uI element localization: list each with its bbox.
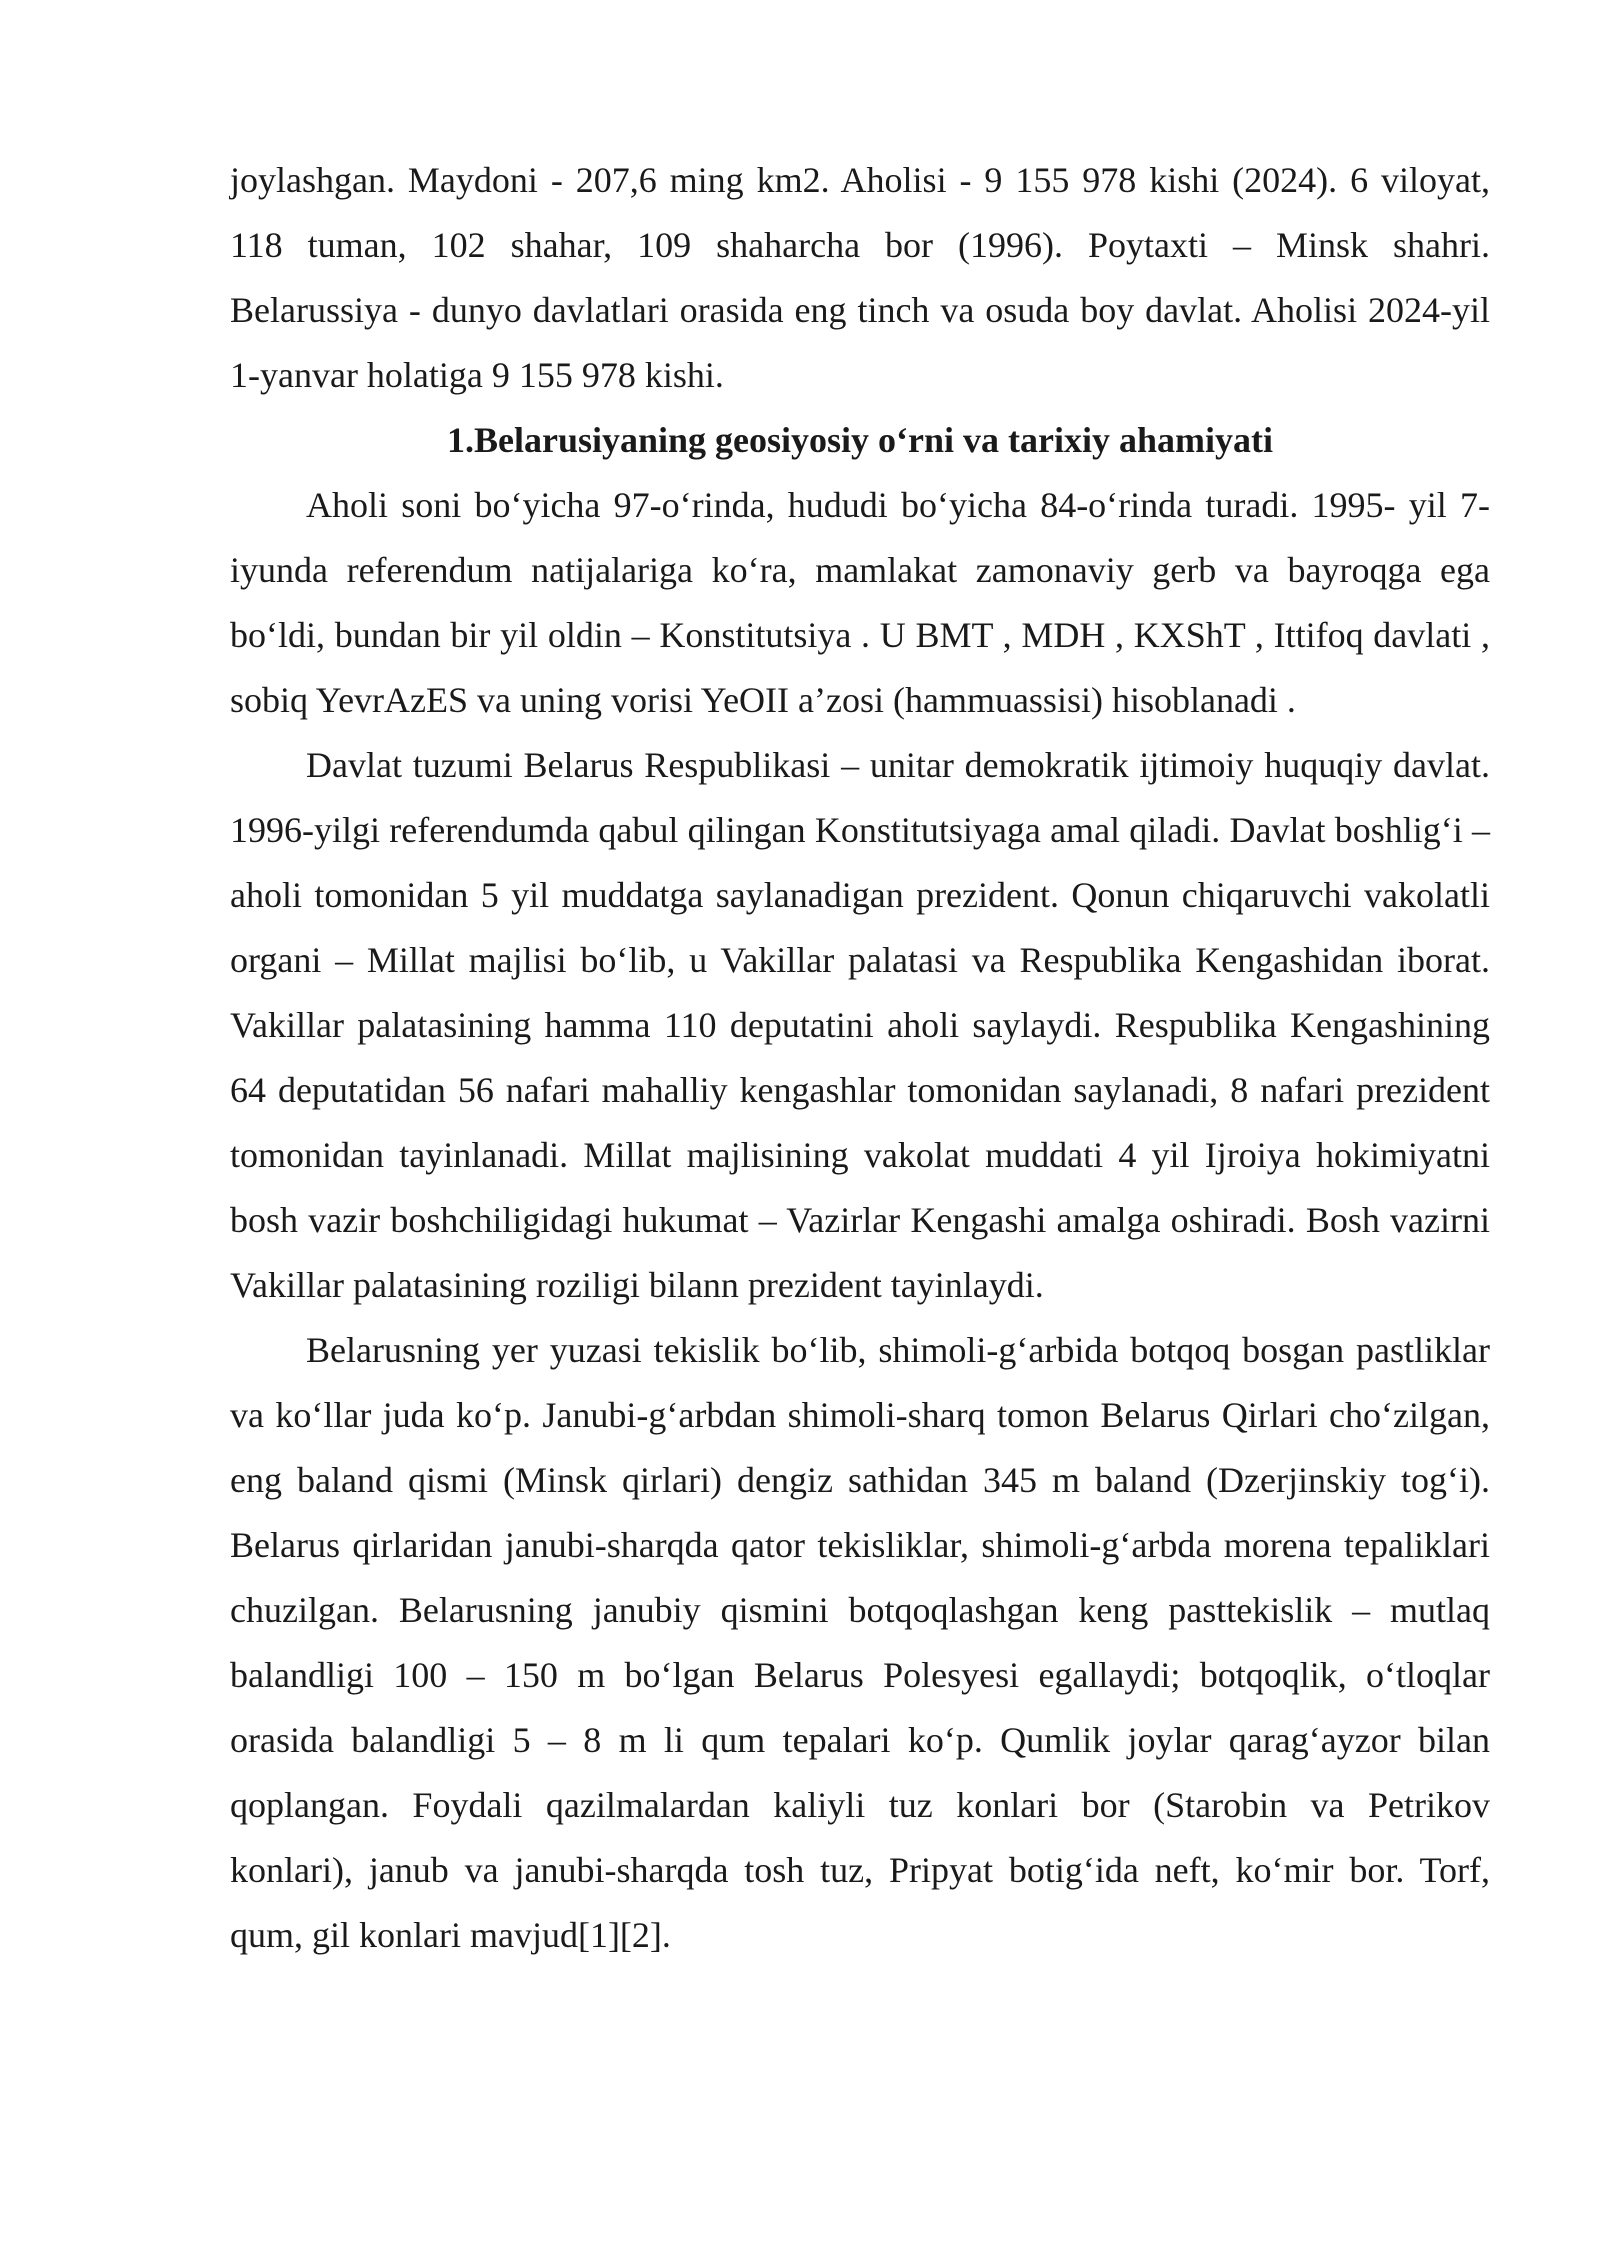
section-heading: 1.Belarusiyaning geosiyosiy o‘rni va tarixiy ahamiyati xyxy=(446,420,1273,460)
geography-paragraph: Belarusning yer yuzasi tekislik bo‘lib, shimoli-g‘arbida botqoq bosgan pastliklar va ko‘llar juda ko‘p. Janubi-g‘arbdan shimoli-sharq tomon Belarus Qirlari cho‘zilgan, eng baland qismi (Minsk qirlari) dengiz sathidan 345 m baland (Dzerjinskiy tog‘i). Belarus qirlaridan janubi-sharqda qator tekisliklar, shimoli-g‘arbda morena tepaliklari chuzilgan. Belarusning janubiy qismini botqoqlashgan keng pasttekislik – mutlaq balandligi 100 – 150 m bo‘lgan Belarus Polesyesi egallaydi; botqoqlik, o‘tloqlar orasida balandligi 5 – 8 m li qum tepalari ko‘p. Qumlik joylar qarag‘ayzor bilan qoplangan. Foydali qazilmalardan kaliyli tuz konlari bor (Starobin va Petrikov konlari), janub va janubi-sharqda tosh tuz, Pripyat botig‘ida neft, ko‘mir bor. Torf, qum, gil konlari mavjud[1][2]. xyxy=(230,1330,1490,1955)
ranking-paragraph: Aholi soni bo‘yicha 97-o‘rinda, hududi bo‘yicha 84-o‘rinda turadi. 1995- yil 7-iyunda referendum natijalariga ko‘ra, mamlakat zamonaviy gerb va bayroqga ega bo‘ldi, bundan bir yil oldin – Konstitutsiya . U BMT , MDH , KXShT , Ittifoq davlati , sobiq YevrAzES va uning vorisi YeOII a’zosi (hammuassisi) hisoblanadi . xyxy=(230,485,1490,720)
government-paragraph: Davlat tuzumi Belarus Respublikasi – unitar demokratik ijtimoiy huquqiy davlat. 1996-yilgi referendumda qabul qilingan Konstitutsiyaga amal qiladi. Davlat boshlig‘i – aholi tomonidan 5 yil muddatga saylanadigan prezident. Qonun chiqaruvchi vakolatli organi – Millat majlisi bo‘lib, u Vakillar palatasi va Respublika Kengashidan iborat. Vakillar palatasining hamma 110 deputatini aholi saylaydi. Respublika Kengashining 64 deputatidan 56 nafari mahalliy kengashlar tomonidan saylanadi, 8 nafari prezident tomonidan tayinlanadi. Millat majlisining vakolat muddati 4 yil Ijroiya hokimiyatni bosh vazir boshchiligidagi hukumat – Vazirlar Kengashi amalga oshiradi. Bosh vazirni Vakillar palatasining roziligi bilann prezident tayinlaydi. xyxy=(230,745,1490,1305)
intro-paragraph: joylashgan. Maydoni - 207,6 ming km2. Aholisi - 9 155 978 kishi (2024). 6 viloyat, 118 tuman, 102 shahar, 109 shaharcha bor (1996). Poytaxti – Minsk shahri. Belarussiya - dunyo davlatlari orasida eng tinch va osuda boy davlat. Aholisi 2024-yil 1-yanvar holatiga 9 155 978 kishi. xyxy=(230,160,1490,395)
page-content xyxy=(230,148,1490,1968)
